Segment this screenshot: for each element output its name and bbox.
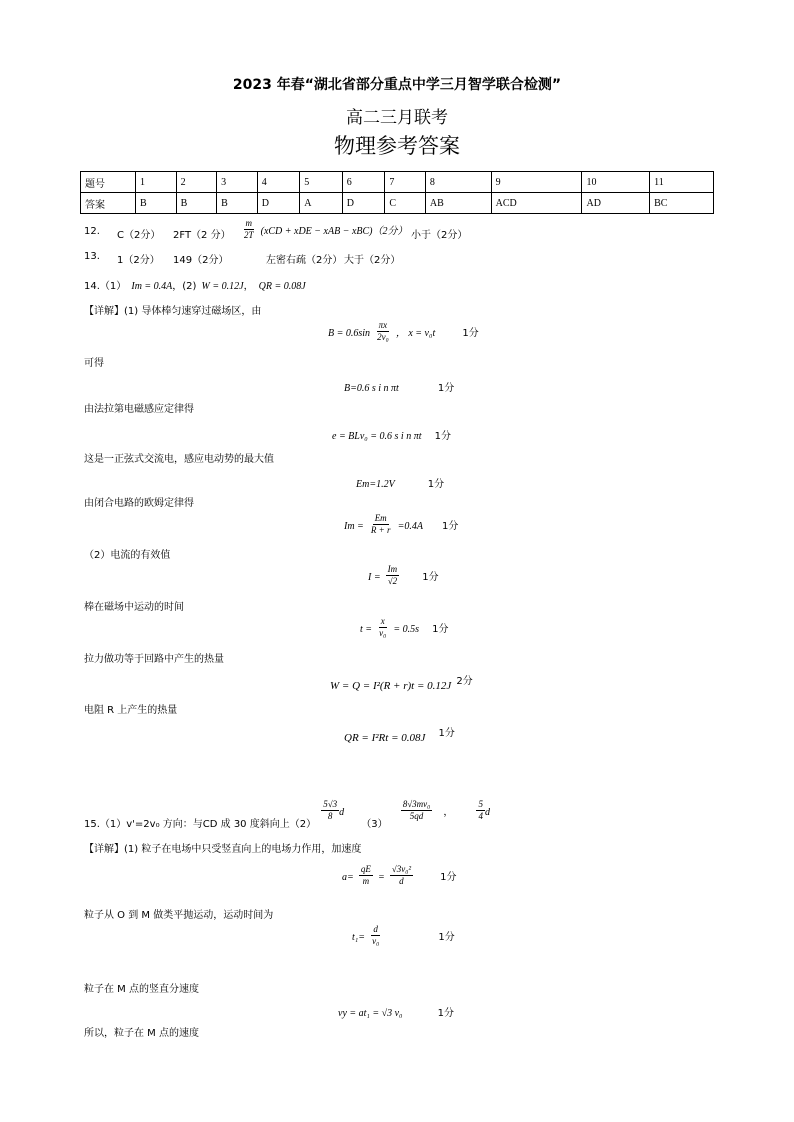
- q13-answer-2: 149（2分）: [173, 255, 229, 266]
- table-cell: B: [217, 193, 258, 214]
- fraction: $\frac{Em}{R + r}$: [370, 513, 391, 535]
- q12-number: 12.: [84, 226, 100, 237]
- table-cell: 10: [582, 172, 650, 193]
- q14-text-7: 拉力做功等于回路中产生的热量: [84, 654, 224, 665]
- q12-answer-3: $\frac{m}{2T}$ (xCD + xDE − xAB − xBC)（2分）: [244, 218, 408, 240]
- q14-text-4: 由闭合电路的欧姆定律得: [84, 498, 194, 509]
- row-label: 答案: [81, 193, 136, 214]
- table-cell: 5: [300, 172, 343, 193]
- fraction: $\frac{m}{2T}$: [244, 218, 254, 240]
- q15-answers: $_{15.(1)v'=2v_0 方向:与CD 成 30 度斜向上(2)}$ $\frac{5√3}{8}$ d $_{(3)}$ $\frac{\text{8√3mv₀}}{5qd}$ ， $\frac{5}{4}$ d: [84, 799, 490, 830]
- table-cell: AB: [425, 193, 491, 214]
- q14-equation-6: I = $\frac{Im}{√2}$ 1分: [368, 564, 439, 586]
- table-cell: D: [257, 193, 300, 214]
- exam-subtitle: 高二三月联考: [346, 108, 448, 128]
- table-cell: 1: [136, 172, 177, 193]
- table-cell: 6: [342, 172, 385, 193]
- q14-equation-3: e = BLv₀ = 0.6 s i n πt 1分: [332, 431, 451, 442]
- fraction: $\frac{Im}{√2}$: [387, 564, 398, 586]
- fraction: $\frac{qE}{m}$: [360, 864, 371, 886]
- table-cell: D: [342, 193, 385, 214]
- q13-answer-1: 1（2分）: [117, 255, 160, 266]
- q12-answer-4: 小于（2分）: [411, 230, 468, 241]
- q14-equation-9: QR = I²Rt = 0.08J $^{1分}$: [344, 728, 455, 744]
- q15-text-2: 粒子在 M 点的竖直分速度: [84, 984, 199, 995]
- fraction: $\frac{\text{8√3mv₀}}{5qd}$: [402, 799, 431, 821]
- fraction: $\frac{5}{4}$: [478, 799, 483, 821]
- q15-equation-1: a= $\frac{qE}{m}$ = $\frac{\text{√3v₀²}}{d}$ 1分: [342, 864, 457, 886]
- q12-answer-2: 2FT（2 分）: [173, 230, 231, 241]
- table-cell: 11: [650, 172, 714, 193]
- document-title: 2023 年春“湖北省部分重点中学三月智学联合检测”: [232, 77, 562, 93]
- q14-equation-5: Im = $\frac{Em}{R + r}$ =0.4A 1分: [344, 513, 459, 535]
- table-cell: B: [136, 193, 177, 214]
- table-cell: 7: [385, 172, 426, 193]
- q14-detail-heading: 【详解】(1) 导体棒匀速穿过磁场区，由: [84, 306, 262, 317]
- q14-answers: 14.（1） Im = 0.4A，(2) W = 0.12J， QR = 0.08J: [84, 281, 306, 292]
- table-cell: 2: [176, 172, 217, 193]
- q14-equation-8: W = Q = I²(R + r)t = 0.12J $^{2分}$: [330, 676, 473, 692]
- answer-row: [81, 193, 714, 214]
- fraction: $\frac{5√3}{8}$: [323, 799, 338, 821]
- table-cell: 9: [491, 172, 582, 193]
- fraction: $\frac{\pi x}{\text{2v₀}}$: [377, 320, 389, 342]
- table-cell: 8: [425, 172, 491, 193]
- q14-equation-2: B=0.6 s i n πt 1分: [344, 383, 455, 394]
- q13-answer-3: 左密右疏（2分）: [266, 255, 343, 266]
- q13-number: 13.: [84, 251, 100, 262]
- q14-text-1: 可得: [84, 358, 104, 369]
- q15-equation-2: t₁= $\frac{d}{\text{v₀}}$ 1分: [352, 924, 455, 946]
- fraction: $\frac{d}{\text{v₀}}$: [372, 924, 380, 946]
- q14-text-6: 棒在磁场中运动的时间: [84, 602, 184, 613]
- table-cell: A: [300, 193, 343, 214]
- q14-equation-1: B = 0.6sin $\frac{\pi x}{\text{2v₀}}$ ， x = v₀t 1分: [328, 320, 479, 342]
- table-cell: 4: [257, 172, 300, 193]
- row-label: 题号: [81, 172, 136, 193]
- q14-equation-7: t = $\frac{x}{\text{v₀}}$ = 0.5s 1分: [360, 616, 449, 638]
- table-cell: C: [385, 193, 426, 214]
- fraction: $\frac{x}{\text{v₀}}$: [379, 616, 387, 638]
- table-cell: B: [176, 193, 217, 214]
- q14-text-2: 由法拉第电磁感应定律得: [84, 404, 194, 415]
- q15-text-1: 粒子从 O 到 M 做类平抛运动，运动时间为: [84, 910, 274, 921]
- table-cell: BC: [650, 193, 714, 214]
- answer-table: [80, 171, 714, 214]
- q14-text-8: 电阻 R 上产生的热量: [84, 705, 178, 716]
- q14-text-5: （2）电流的有效值: [84, 550, 171, 561]
- q14-equation-4: Em=1.2V 1分: [356, 479, 445, 490]
- q15-detail-heading: 【详解】(1) 粒子在电场中只受竖直向上的电场力作用，加速度: [84, 844, 362, 855]
- q14-text-3: 这是一正弦式交流电，感应电动势的最大值: [84, 454, 274, 465]
- q12-answer-1: C（2分）: [117, 230, 161, 241]
- fraction: $\frac{\text{√3v₀²}}{d}$: [391, 864, 412, 886]
- q15-equation-3: vy = at₁ = √3 v₀ 1分: [338, 1008, 454, 1019]
- q13-answer-4: 大于（2分）: [344, 255, 401, 266]
- table-cell: ACD: [491, 193, 582, 214]
- question-number-row: [81, 172, 714, 193]
- q15-text-3: 所以，粒子在 M 点的速度: [84, 1028, 199, 1039]
- answer-key-title: 物理参考答案: [334, 134, 460, 158]
- table-cell: 3: [217, 172, 258, 193]
- table-cell: AD: [582, 193, 650, 214]
